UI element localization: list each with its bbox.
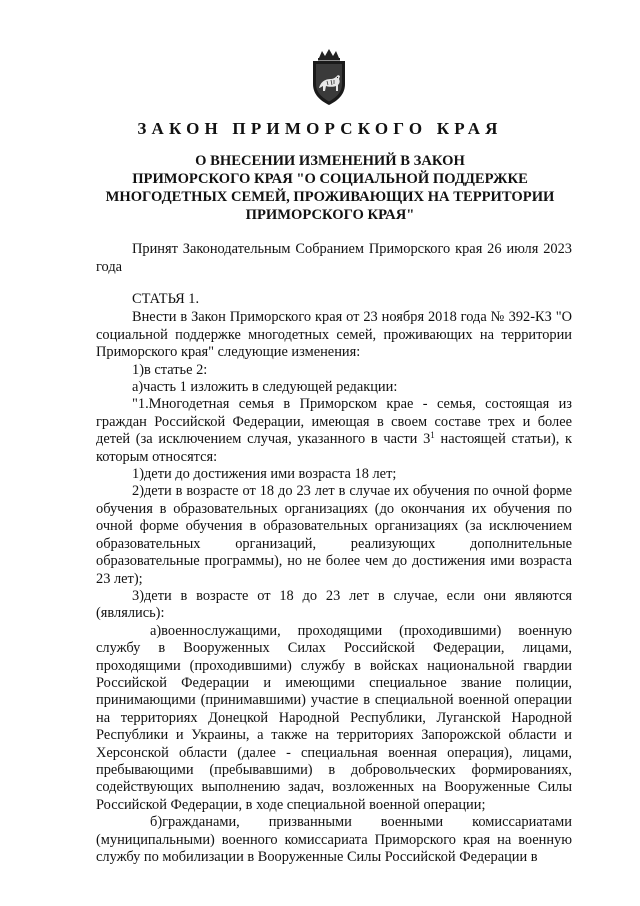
subject-line: МНОГОДЕТНЫХ СЕМЕЙ, ПРОЖИВАЮЩИХ НА ТЕРРИТОРИИ [105,189,555,205]
adoption-note: Принят Законодательным Собранием Приморского края 26 июля 2023 года [96,241,572,275]
quote-text-end: настоящей статьи), к которым относятся: [96,431,572,465]
subject-line: ПРИМОРСКОГО КРАЯ "О СОЦИАЛЬНОЙ ПОДДЕРЖКЕ [132,171,528,187]
superscript-marker: 1 [430,430,435,441]
quote-text: "1.Многодетная семья в Приморском крае - семья, состоящая из граждан Российской Федерации, имеющая в своем составе трех и более детей (за исключением случая, указанного в части 3 [96,396,572,448]
sub-item-3a: а)военнослужащими, проходящими (проходившими) военную службу в Вооруженных Силах Российской Федерации, лицами, проходящими (проходившими) службу в войсках национальной гвардии Российской Федерации и имеющими специальное звание полиции, принимающими (принимавшими) участие в специальной военной операции на территориях Донецкой Народной Республики, Луганской Народной Республики и Украины, а также на территориях Запорожской области и Херсонской области (далее - специальная военная операция), лицами, пребывающими (пребывавшими) в добровольческих формированиях, содействующих выполнению задач, возложенных на Вооруженные Силы Российской Федерации, в ходе специальной военной операции; [96,622,572,813]
law-subject [100,152,560,224]
primorsky-krai-coat-of-arms-icon [307,48,351,106]
sub-item-3: 3)дети в возрасте от 18 до 23 лет в случае, если они являются (являлись): [96,587,572,622]
list-item-1: 1)в статье 2: [132,361,208,378]
sub-item-2: 2)дети в возрасте от 18 до 23 лет в случае их обучения по очной форме обучения в образовательных организациях (до окончания их обучения по очной форме обучения в образовательных организациях (за исключением образовательных организаций, реализующих дополнительные образовательные программы), но не более чем до достижения ими возраста 23 лет); [96,483,572,587]
sub-item-1: 1)дети до достижения ими возраста 18 лет; [132,466,397,483]
article-intro: Внести в Закон Приморского края от 23 ноября 2018 года № 392-КЗ "О социальной поддержке многодетных семей, проживающих на территории Приморского края" следующие изменения: [96,309,572,361]
quoted-definition [96,396,572,466]
subject-line: О ВНЕСЕНИИ ИЗМЕНЕНИЙ В ЗАКОН [195,153,465,169]
law-title: ЗАКОН ПРИМОРСКОГО КРАЯ [137,119,503,138]
article-body [96,291,572,866]
subject-line: ПРИМОРСКОГО КРАЯ" [245,207,415,223]
article-heading: СТАТЬЯ 1. [132,291,200,307]
sub-item-3b: б)гражданами, призванными военными комиссариатами (муниципальными) военного комиссариата Приморского края на военную службу по мобилизации в Вооруженные Силы Российской Федерации в [96,814,572,865]
list-item-1a: а)часть 1 изложить в следующей редакции: [132,379,398,396]
